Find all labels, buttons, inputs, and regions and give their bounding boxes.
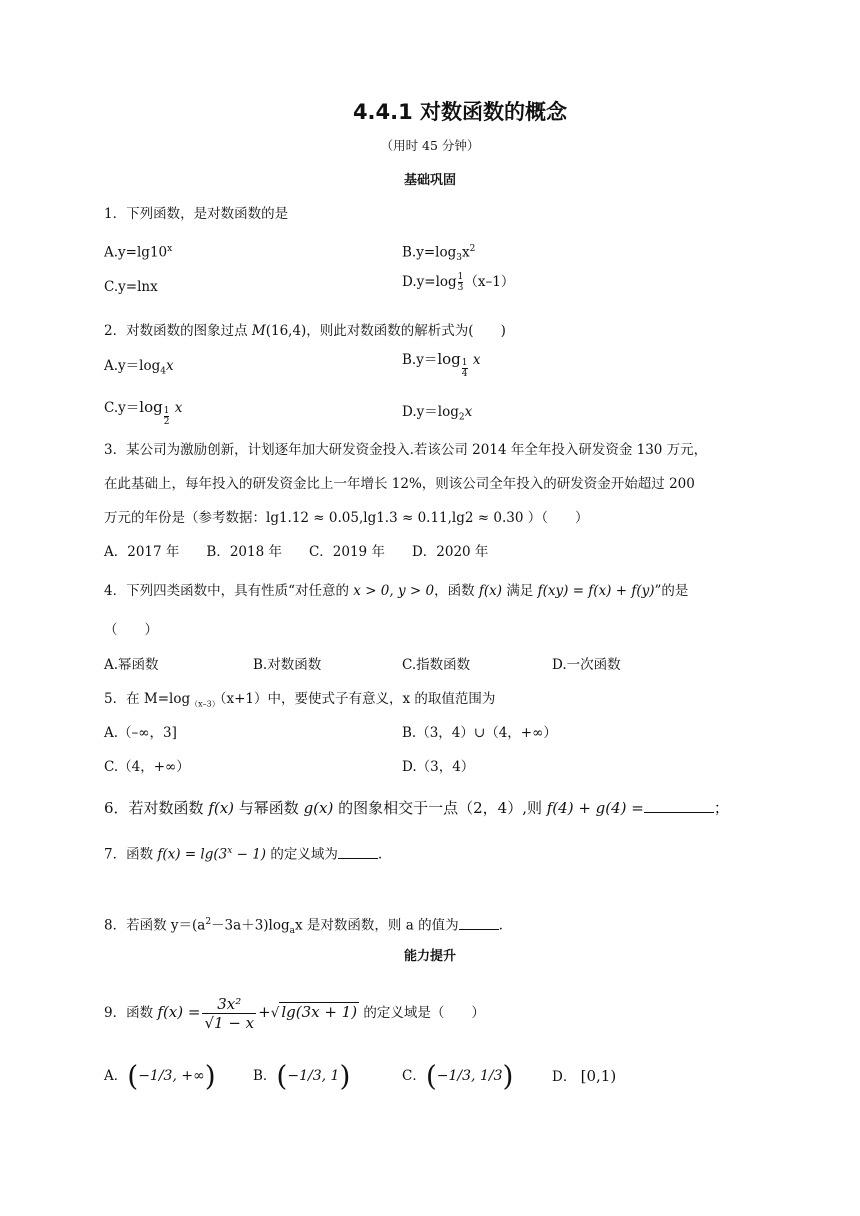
q1-option-c: C.y=lnx [104,279,158,295]
q9-option-b: B．(−1/3, 1) [253,1059,351,1093]
q9-option-c: C．(−1/3, 1/3) [402,1059,514,1093]
q9-option-d: D． [0,1) [552,1067,617,1085]
q5-stem: 5．在 $M=\log_{(x-3)}(x+1)$中，要使式子有意义，x 的取值范围为 [104,691,496,709]
q1-stem: 1．下列函数，是对数函数的是 [104,206,289,222]
q2-stem: 2．对数函数的图象过点 M(16,4)，则此对数函数的解析式为( ) [104,323,506,339]
q5-option-b: B.（3，4）∪（4，+∞） [402,725,557,741]
page-title: 4.4.1 对数函数的概念 [352,100,568,124]
q2-option-c: C.y＝log $\frac{1}{2}$ x [104,398,183,427]
q4-line2: （ ） [104,622,158,638]
q9-stem: 9．函数 f(x) = $\frac{\text{3x²}}{√1 - x}$ +√ lg(3x + 1) 的定义域是（ ） [104,995,485,1032]
q8-answer-blank[interactable] [459,915,499,930]
q3-line2: 在此基础上，每年投入的研发资金比上一年增长 12%，则该公司全年投入的研发资金开始超过 200 [104,476,695,492]
q2-option-d: $D.y=\log_2x$ [402,404,473,423]
q1-option-d: D.y=log $\frac{1}{3}$ （x–1） [402,272,515,293]
q4-line1: 4．下列四类函数中，具有性质“对任意的 x > 0, y > 0，函数 f(x) 满足 f(xy) = f(x) + f(y)”的是 [104,583,689,599]
q5-option-a: A.（–∞，3] [104,725,177,741]
q4-option-a: A.幂函数 [104,657,159,673]
duration-note: （用时 45 分钟） [380,138,480,153]
q2-option-a: $A.y=\log_4x$ [104,358,174,377]
q8-stem: 8．若函数 $y=(a^2-3a+3)\log_ax$ 是对数函数，则 a 的值为 . [104,913,503,940]
q9-fraction: $\frac{\text{3x²}}{√1 - x}$ [204,995,255,1032]
q6-stem: 6．若对数函数 f(x) 与幂函数 g(x) 的图象相交于一点（2，4）,则 f(4) + g(4) = ； [104,799,729,817]
q4-option-c: C.指数函数 [402,657,471,673]
q3-options: A．2017 年 B．2018 年 C．2019 年 D．2020 年 [104,544,489,560]
q4-option-d: D.一次函数 [552,657,621,673]
q4-option-b: B.对数函数 [253,657,322,673]
q3-line1: 3．某公司为激励创新，计划逐年加大研发资金投入.若该公司 2014 年全年投入研发资金 130 万元， [104,442,708,458]
q7-stem: 7．函数 $f(x) = \lg(3^x - 1)$ 的定义域为 . [104,842,382,864]
q5-option-c: C.（4，+∞） [104,759,190,775]
q7-answer-blank[interactable] [338,844,378,859]
section-heading-basic: 基础巩固 [403,173,456,188]
q3-line3: 万元的年份是（参考数据：lg1.12 ≈ 0.05,lg1.3 ≈ 0.11,lg2 ≈ 0.30 ）（ ） [104,510,589,526]
q1-option-a: $A.y=\lg 10^x$ [104,244,173,261]
q9-option-a: A．(−1/3, +∞) [104,1059,216,1093]
q5-option-d: D.（3，4） [402,759,475,775]
section-heading-advanced: 能力提升 [403,949,456,964]
q2-option-b: B.y＝log $\frac{1}{4}$ x [402,350,481,379]
q6-answer-blank[interactable] [644,798,714,813]
q1-option-b: $B.y=\log_3x^2$ [402,244,476,264]
